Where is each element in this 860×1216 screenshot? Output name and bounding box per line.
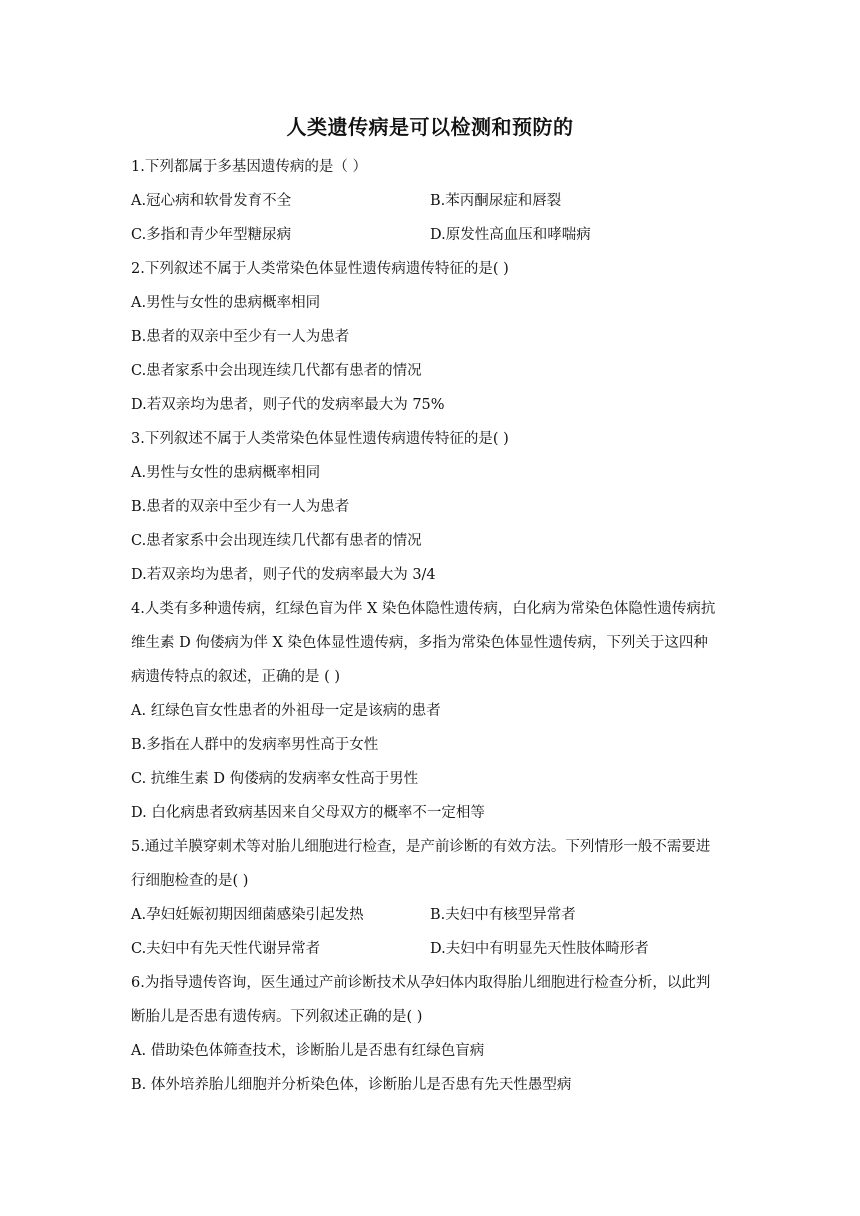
text-line: 断胎儿是否患有遗传病。下列叙述正确的是( ): [131, 1009, 423, 1025]
text-line: B.患者的双亲中至少有一人为患者: [131, 499, 350, 515]
text-line: 2.下列叙述不属于人类常染色体显性遗传病遗传特征的是( ): [131, 261, 509, 277]
option-row: [131, 184, 731, 218]
text-line: 4.人类有多种遗传病，红绿色盲为伴 X 染色体隐性遗传病，白化病为常染色体隐性遗传病抗: [131, 601, 716, 617]
option-text: B.苯丙酮尿症和唇裂: [430, 193, 562, 209]
text-line: C.患者家系中会出现连续几代都有患者的情况: [131, 363, 422, 379]
text-line: 3.下列叙述不属于人类常染色体显性遗传病遗传特征的是( ): [131, 431, 509, 447]
option-text: A.孕妇妊娠初期因细菌感染引起发热: [131, 907, 364, 923]
option-text: D.夫妇中有明显先天性肢体畸形者: [430, 941, 649, 957]
text-line: D.若双亲均为患者，则子代的发病率最大为 75%: [131, 397, 445, 413]
text-line: A.男性与女性的患病概率相同: [131, 295, 321, 311]
text-line: C.患者家系中会出现连续几代都有患者的情况: [131, 533, 422, 549]
text-line: B.患者的双亲中至少有一人为患者: [131, 329, 350, 345]
option-text: A.冠心病和软骨发育不全: [131, 193, 292, 209]
text-line: 6.为指导遗传咨询，医生通过产前诊断技术从孕妇体内取得胎儿细胞进行检查分析，以此判: [131, 975, 711, 991]
text-line: D.若双亲均为患者，则子代的发病率最大为 3/4: [131, 567, 436, 583]
text-line: 维生素 D 佝偻病为伴 X 染色体显性遗传病，多指为常染色体显性遗传病，下列关于这四种: [131, 635, 708, 651]
text-line: 病遗传特点的叙述，正确的是 ( ): [131, 669, 341, 685]
text-line: 行细胞检查的是( ): [131, 873, 249, 889]
option-row: [131, 218, 731, 252]
text-line: 5.通过羊膜穿刺术等对胎儿细胞进行检查，是产前诊断的有效方法。下列情形一般不需要进: [131, 839, 711, 855]
option-text: D.原发性高血压和哮喘病: [430, 227, 591, 243]
option-text: C.夫妇中有先天性代谢异常者: [131, 941, 321, 957]
option-row: [131, 898, 731, 932]
document-title: 人类遗传病是可以检测和预防的: [286, 115, 574, 139]
text-line: A.男性与女性的患病概率相同: [131, 465, 321, 481]
text-line: A. 红绿色盲女性患者的外祖母一定是该病的患者: [131, 703, 441, 719]
option-text: B.夫妇中有核型异常者: [430, 907, 576, 923]
text-line: A. 借助染色体筛查技术，诊断胎儿是否患有红绿色盲病: [131, 1043, 485, 1059]
option-text: C.多指和青少年型糖尿病: [131, 227, 292, 243]
text-line: C. 抗维生素 D 佝偻病的发病率女性高于男性: [131, 771, 419, 787]
text-line: B. 体外培养胎儿细胞并分析染色体，诊断胎儿是否患有先天性愚型病: [131, 1077, 572, 1093]
option-row: [131, 932, 731, 966]
text-line: 1.下列都属于多基因遗传病的是（ ）: [131, 159, 367, 175]
question-list: [131, 150, 731, 1102]
text-line: D. 白化病患者致病基因来自父母双方的概率不一定相等: [131, 805, 485, 821]
text-line: B.多指在人群中的发病率男性高于女性: [131, 737, 379, 753]
